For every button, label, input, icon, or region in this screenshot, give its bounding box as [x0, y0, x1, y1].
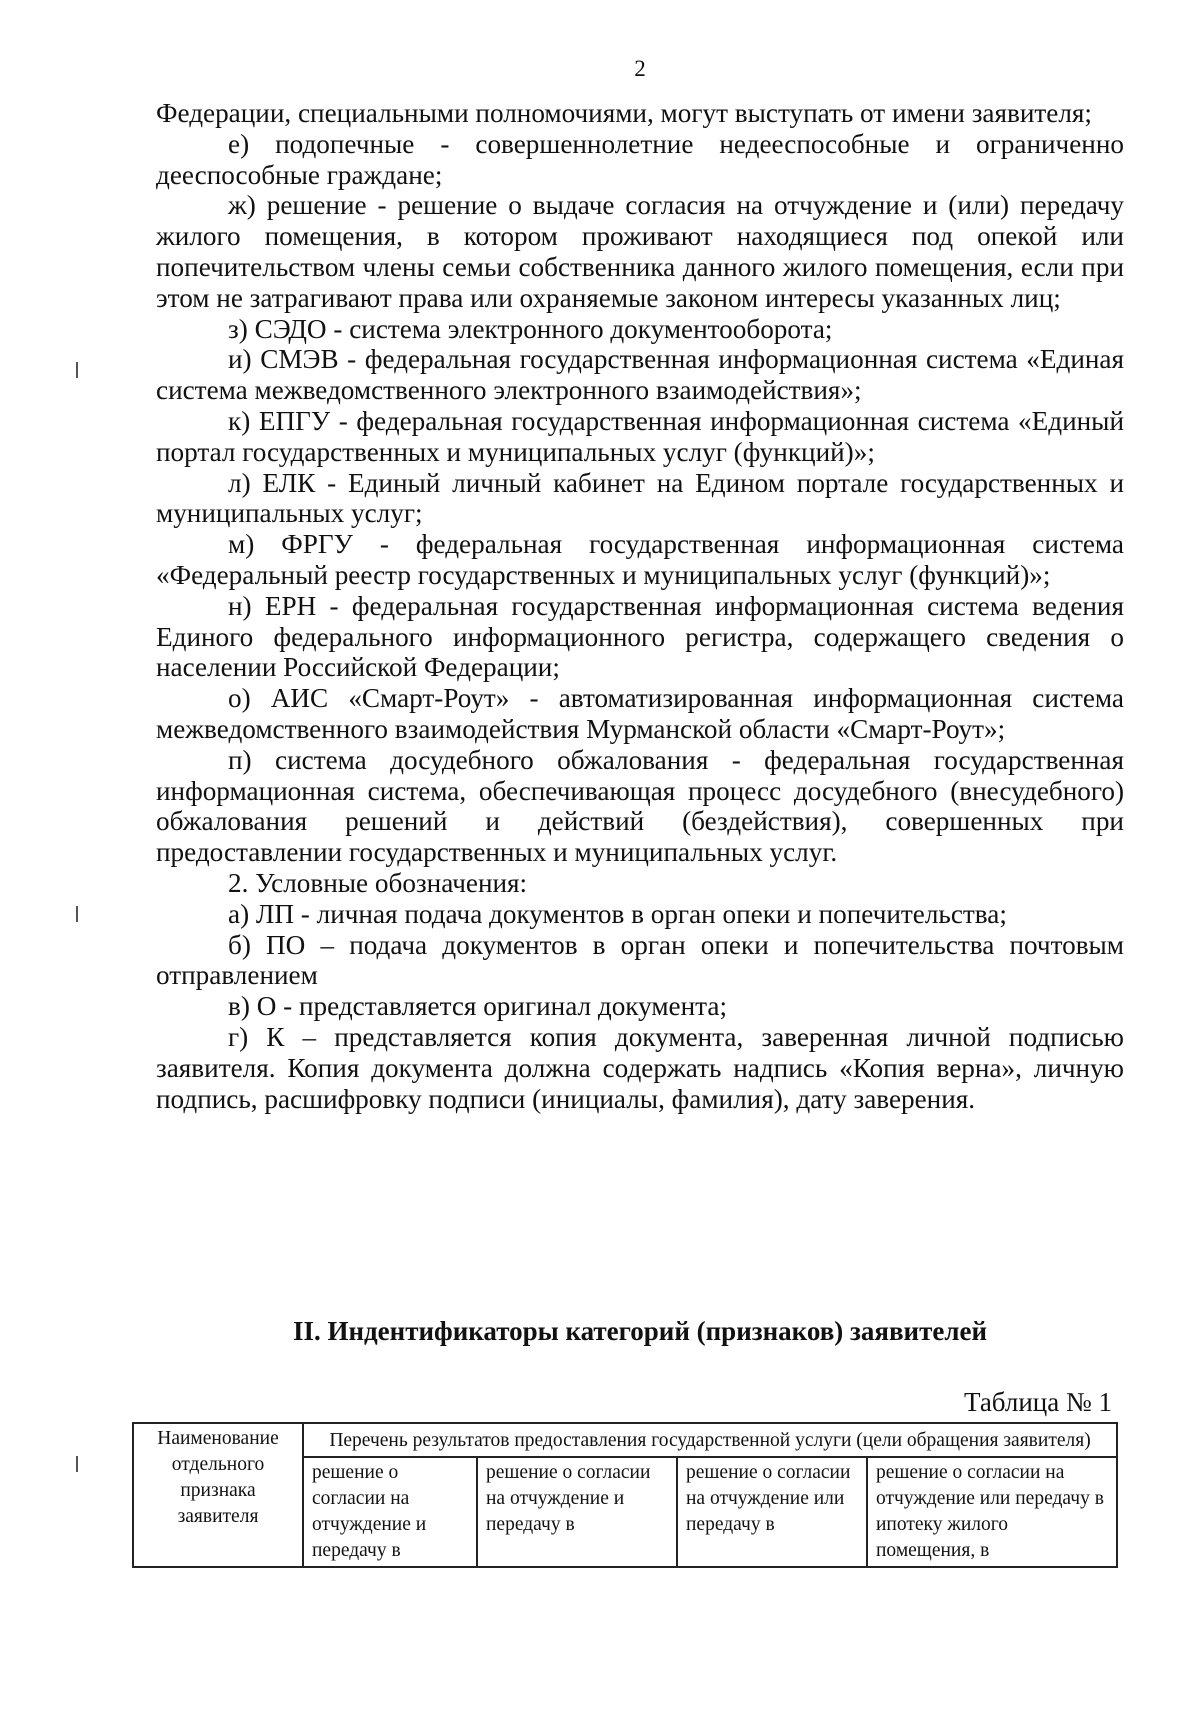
scan-artifact-mark [76, 906, 78, 922]
paragraph-a-lp: а) ЛП - личная подача документов в орган опеки и попечительства; [228, 898, 1007, 929]
result-column-header: решение о согласии на отчуждение и передачу в [303, 1457, 477, 1567]
first-column-header: Наименование отдельного признака заявителя [133, 1423, 303, 1567]
result-column-header: решение о согласии на отчуждение или передачу в [677, 1457, 867, 1567]
identifiers-table [132, 1422, 1118, 1568]
paragraph-l: л) ЕЛК - Единый личный кабинет на Едином портале государственных и муниципальных услуг; [156, 467, 1124, 529]
paragraph-v-o: в) О - представляется оригинал документа; [228, 991, 727, 1022]
paragraph-zh: ж) решение - решение о выдаче согласия на отчуждение и (или) передачу жилого помещения, в котором проживают находящиеся под опекой или попечительством члены семьи собственника данного жилого помещения, если при этом не затрагивают права или охраняемые законом интересы указанных лиц; [156, 190, 1124, 313]
table-header-row [133, 1423, 1117, 1457]
result-column-header: решение о согласии на отчуждение или передачу в ипотеку жилого помещения, в [867, 1457, 1117, 1567]
group-header: Перечень результатов предоставления государственной услуги (цели обращения заявителя) [303, 1423, 1117, 1457]
paragraph-b-po: б) ПО – подача документов в орган опеки и попечительства почтовым отправлением [156, 929, 1124, 991]
paragraph-m: м) ФРГУ - федеральная государственная информационная система «Федеральный реестр государственных и муниципальных услуг (функций)»; [156, 529, 1124, 590]
paragraph-n: н) ЕРН - федеральная государственная информационная система ведения Единого федерального информационного регистра, содержащего сведения о населении Российской Федерации; [156, 590, 1124, 683]
paragraph-i: и) СМЭВ - федеральная государственная информационная система «Единая система межведомственного электронного взаимодействия»; [156, 344, 1124, 406]
document-body [156, 98, 1124, 1114]
scan-artifact-mark [76, 1456, 78, 1472]
page-number: 2 [634, 56, 646, 81]
paragraph-continuation: Федерации, специальными полномочиями, могут выступать от имени заявителя; [156, 98, 1092, 128]
section-heading: II. Индентификаторы категорий (признаков) заявителей [292, 1316, 988, 1346]
paragraph-k: к) ЕПГУ - федеральная государственная информационная система «Единый портал государственных и муниципальных услуг (функций)»; [156, 405, 1124, 467]
paragraph-p: п) система досудебного обжалования - федеральная государственная информационная система, обеспечивающая процесс досудебного (внесудебного) обжалования решений и действий (бездействия), совершенных при предоставлении государственных и муниципальных услуг. [156, 744, 1124, 868]
paragraph-g-k: г) К – представляется копия документа, заверенная личной подписью заявителя. Копия документа должна содержать надпись «Копия верна», личную подпись, расшифровку подписи (инициалы, фамилия), дату заверения. [156, 1021, 1124, 1114]
paragraph-o: о) АИС «Смарт-Роут» - автоматизированная информационная система межведомственного взаимодействия Мурманской области «Смарт-Роут»; [156, 683, 1124, 744]
result-column-header: решение о согласии на отчуждение и передачу в [477, 1457, 677, 1567]
paragraph-conventions: 2. Условные обозначения: [228, 867, 528, 898]
paragraph-e: е) подопечные - совершеннолетние недееспособные и ограниченно дееспособные граждане; [156, 128, 1124, 190]
scan-artifact-mark [76, 362, 78, 378]
paragraph-z: з) СЭДО - система электронного документооборота; [228, 313, 833, 344]
table-caption: Таблица № 1 [964, 1387, 1112, 1417]
